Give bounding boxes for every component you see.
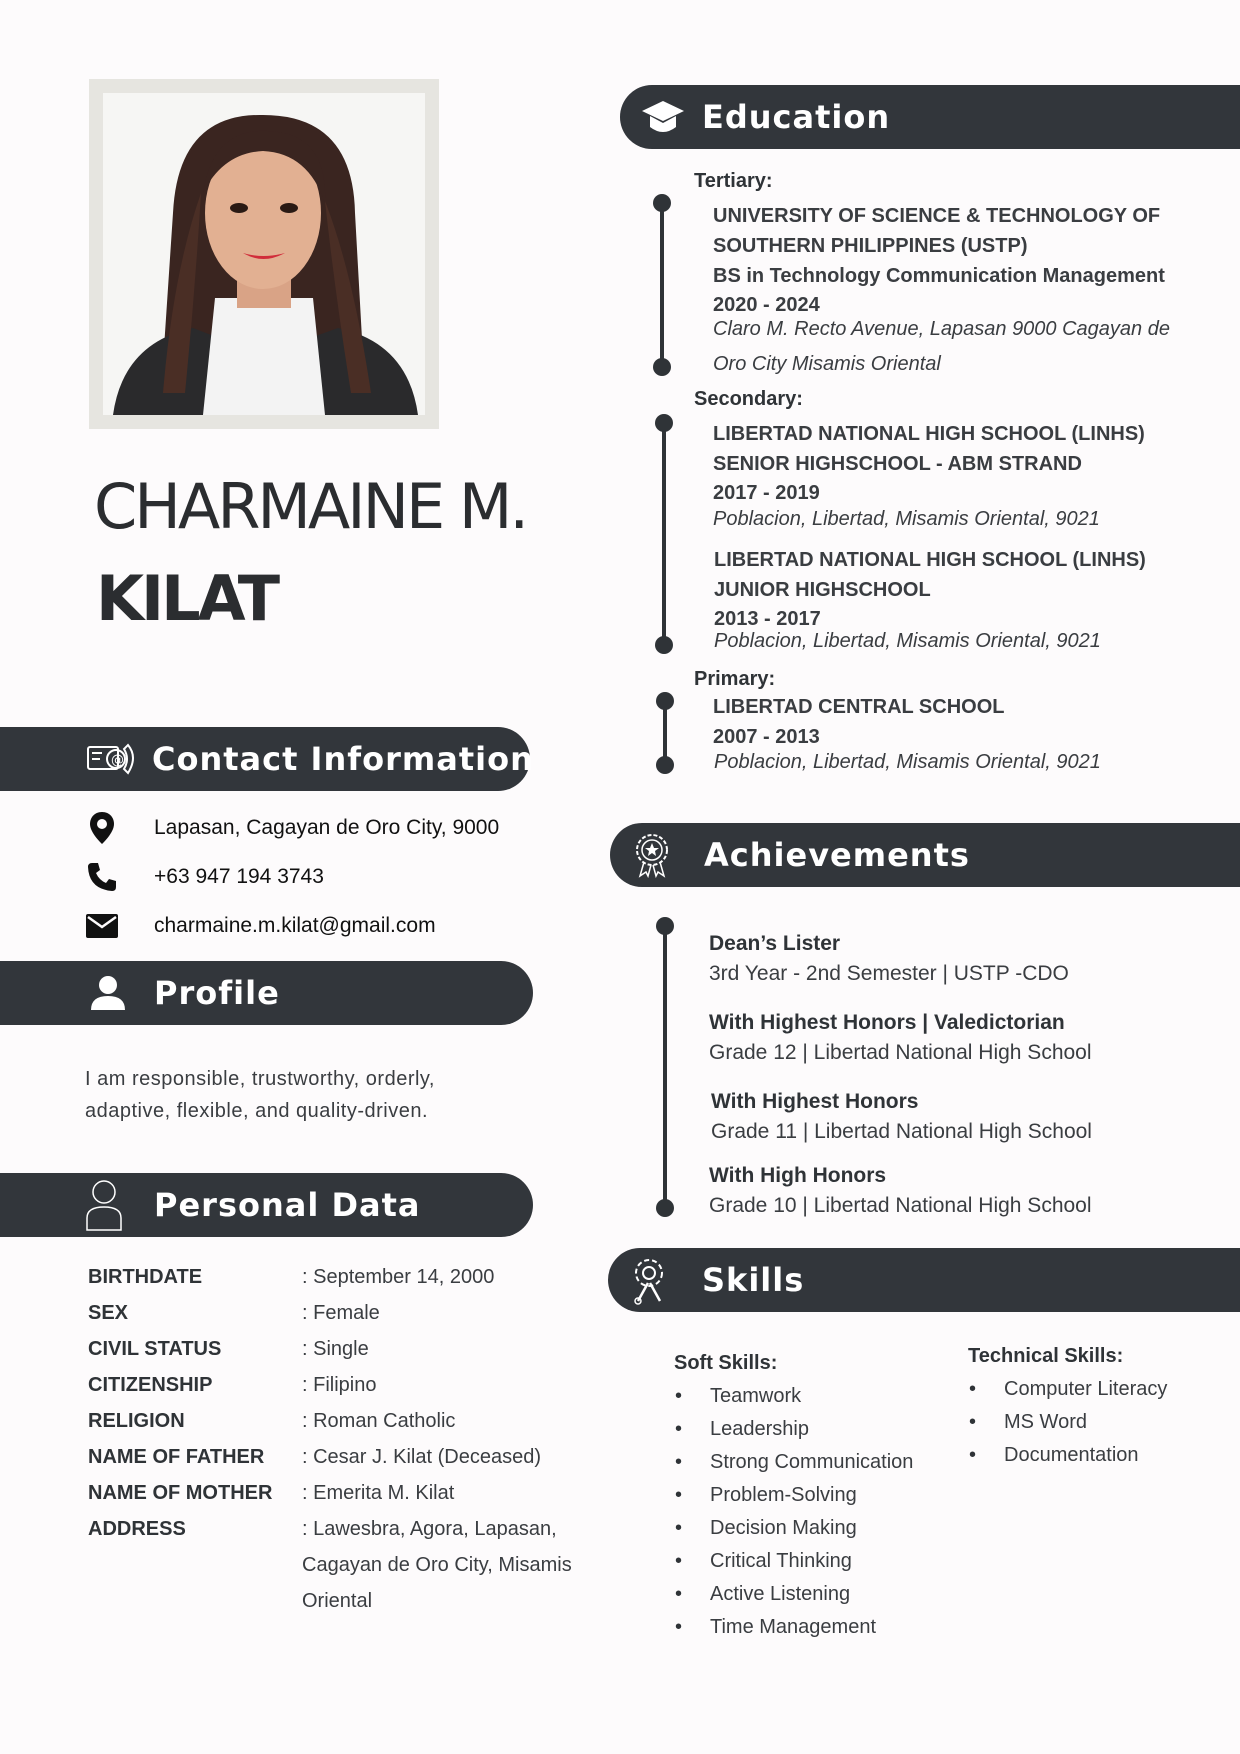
junior-level: JUNIOR HIGHSCHOOL <box>714 579 931 601</box>
achievement-title: With Highest Honors | Valedictorian <box>709 1011 1065 1034</box>
photo-frame <box>89 79 439 429</box>
timeline-line <box>660 203 664 367</box>
technical-skills-heading: Technical Skills: <box>968 1345 1124 1367</box>
pd-label: NAME OF MOTHER <box>88 1482 273 1504</box>
primary-years: 2007 - 2013 <box>713 726 820 748</box>
timeline-dot <box>655 636 673 654</box>
achievement-title: With Highest Honors <box>711 1090 919 1113</box>
gear-tools-icon <box>626 1253 672 1307</box>
tertiary-school-line2: SOUTHERN PHILIPPINES (USTP) <box>713 235 1028 257</box>
name-last: KILAT <box>96 562 278 635</box>
pd-label: RELIGION <box>88 1410 185 1432</box>
achievement-detail: Grade 12 | Libertad National High School <box>709 1041 1092 1064</box>
pd-value: : Female <box>302 1302 380 1324</box>
primary-heading: Primary: <box>694 668 776 690</box>
achievements-title: Achievements <box>704 836 970 874</box>
senior-years: 2017 - 2019 <box>713 482 820 504</box>
award-badge-icon <box>630 832 674 878</box>
pd-label: NAME OF FATHER <box>88 1446 265 1468</box>
achievement-title: Dean’s Lister <box>709 932 841 955</box>
tertiary-heading: Tertiary: <box>694 170 773 192</box>
achievement-detail: Grade 11 | Libertad National High School <box>711 1120 1092 1143</box>
svg-text:@: @ <box>111 753 124 768</box>
list-item: • Documentation <box>969 1444 1167 1477</box>
profile-title: Profile <box>154 974 280 1012</box>
tertiary-school-line1: UNIVERSITY OF SCIENCE & TECHNOLOGY OF <box>713 205 1161 227</box>
skills-title: Skills <box>702 1261 805 1299</box>
profile-text: I am responsible, trustworthy, orderly, adaptive, flexible, and quality-driven. <box>85 1068 435 1122</box>
pd-value: : Emerita M. Kilat <box>302 1482 455 1504</box>
profile-banner <box>0 961 533 1025</box>
timeline-dot <box>656 1199 674 1217</box>
tertiary-years: 2020 - 2024 <box>713 294 820 316</box>
timeline-dot <box>656 756 674 774</box>
list-item: • Teamwork <box>675 1385 913 1418</box>
senior-school: LIBERTAD NATIONAL HIGH SCHOOL (LINHS) <box>713 423 1145 445</box>
phone-icon <box>84 859 120 895</box>
pd-label: CIVIL STATUS <box>88 1338 222 1360</box>
list-item: • Active Listening <box>675 1583 913 1616</box>
list-item: • Time Management <box>675 1616 913 1649</box>
achievement-title: With High Honors <box>709 1164 887 1187</box>
achievement-detail: 3rd Year - 2nd Semester | USTP -CDO <box>709 962 1069 985</box>
contact-address: Lapasan, Cagayan de Oro City, 9000 <box>154 816 500 839</box>
list-item: • Leadership <box>675 1418 913 1451</box>
list-item: • Critical Thinking <box>675 1550 913 1583</box>
education-title: Education <box>702 98 891 136</box>
skills-banner <box>608 1248 1240 1312</box>
person-icon <box>88 974 128 1012</box>
contact-email[interactable]: charmaine.m.kilat@gmail.com <box>154 914 436 937</box>
name-first: CHARMAINE M. <box>94 470 527 543</box>
user-outline-icon <box>84 1178 124 1232</box>
junior-address: Poblacion, Libertad, Misamis Oriental, 9021 <box>714 630 1101 652</box>
senior-address: Poblacion, Libertad, Misamis Oriental, 9021 <box>713 508 1100 530</box>
timeline-line <box>663 926 667 1208</box>
personal-data-title: Personal Data <box>154 1186 421 1224</box>
primary-address: Poblacion, Libertad, Misamis Oriental, 9021 <box>714 751 1101 773</box>
pd-label: ADDRESS <box>88 1518 186 1540</box>
timeline-dot <box>655 414 673 432</box>
contact-title: Contact Information <box>152 740 534 778</box>
graduation-cap-icon <box>638 97 688 137</box>
achievement-detail: Grade 10 | Libertad National High School <box>709 1194 1092 1217</box>
education-banner <box>620 85 1240 149</box>
list-item: • Decision Making <box>675 1517 913 1550</box>
list-item: • MS Word <box>969 1411 1167 1444</box>
contact-icon <box>86 739 140 779</box>
pd-value: : Lawesbra, Agora, Lapasan, Cagayan de Oro City, Misamis Oriental <box>302 1518 572 1612</box>
portrait-illustration <box>103 93 425 415</box>
pd-value: : September 14, 2000 <box>302 1266 495 1288</box>
junior-years: 2013 - 2017 <box>714 608 821 630</box>
soft-skills-list <box>675 1385 913 1649</box>
portrait-photo <box>103 93 425 415</box>
pd-value: : Cesar J. Kilat (Deceased) <box>302 1446 541 1468</box>
list-item: • Problem-Solving <box>675 1484 913 1517</box>
contact-banner <box>0 727 534 791</box>
secondary-heading: Secondary: <box>694 388 803 410</box>
contact-phone-row <box>84 859 324 895</box>
senior-strand: SENIOR HIGHSCHOOL - ABM STRAND <box>713 453 1082 475</box>
pd-label: BIRTHDATE <box>88 1266 203 1288</box>
tertiary-address-line1: Claro M. Recto Avenue, Lapasan 9000 Cagayan de <box>713 318 1170 340</box>
personal-data-banner <box>0 1173 533 1237</box>
soft-skills-heading: Soft Skills: <box>674 1352 778 1374</box>
technical-skills-list <box>969 1378 1167 1477</box>
tertiary-address-line2: Oro City Misamis Oriental <box>713 353 941 375</box>
timeline-dot <box>653 194 671 212</box>
contact-address-row <box>84 810 499 846</box>
timeline-dot <box>656 917 674 935</box>
location-pin-icon <box>84 810 120 846</box>
junior-school: LIBERTAD NATIONAL HIGH SCHOOL (LINHS) <box>714 549 1146 571</box>
pd-label: SEX <box>88 1302 129 1324</box>
pd-value: : Roman Catholic <box>302 1410 456 1432</box>
timeline-line <box>662 423 666 645</box>
timeline-dot <box>656 692 674 710</box>
contact-phone[interactable]: +63 947 194 3743 <box>154 865 324 888</box>
pd-value: : Filipino <box>302 1374 377 1396</box>
list-item: • Computer Literacy <box>969 1378 1167 1411</box>
timeline-dot <box>653 358 671 376</box>
contact-email-row <box>84 908 436 944</box>
primary-school: LIBERTAD CENTRAL SCHOOL <box>713 696 1005 718</box>
pd-value: : Single <box>302 1338 369 1360</box>
tertiary-course: BS in Technology Communication Management <box>713 265 1165 287</box>
achievements-banner <box>610 823 1240 887</box>
pd-label: CITIZENSHIP <box>88 1374 213 1396</box>
list-item: • Strong Communication <box>675 1451 913 1484</box>
email-icon <box>84 908 120 944</box>
